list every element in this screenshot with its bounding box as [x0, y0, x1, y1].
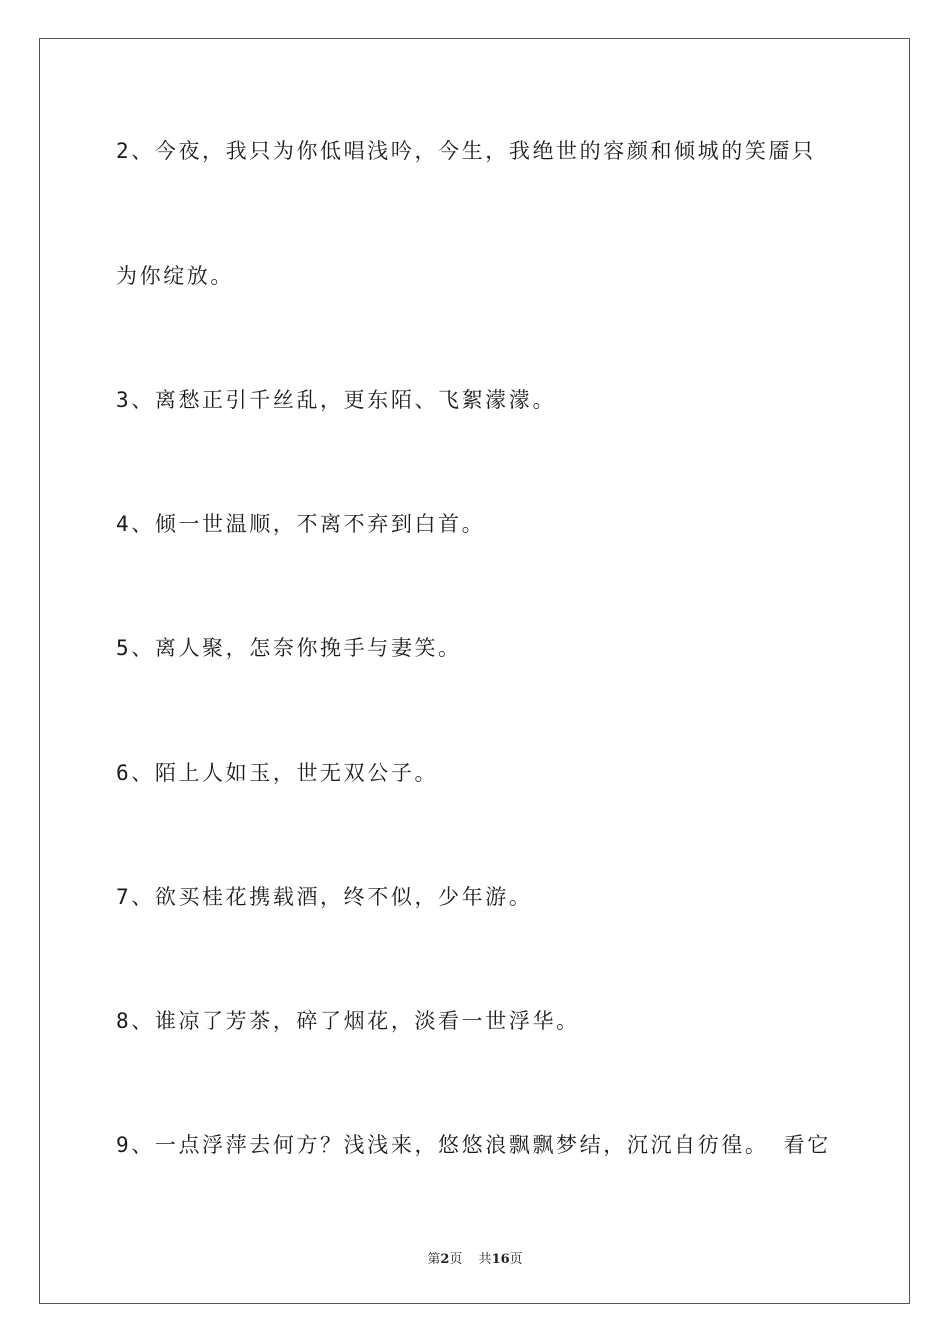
total-suffix: 页 [509, 1252, 523, 1267]
text-line-3: 3、离愁正引千丝乱，更东陌、飞絮濛濛。 [116, 388, 557, 412]
total-indicator [479, 1252, 523, 1267]
text-line-6: 6、陌上人如玉，世无双公子。 [116, 761, 439, 785]
text-line-7: 7、欲买桂花携载酒，终不似，少年游。 [116, 885, 533, 909]
text-line-8: 8、谁凉了芳茶，碎了烟花，淡看一世浮华。 [116, 1009, 580, 1033]
page-indicator [427, 1252, 462, 1267]
page-prefix: 第 [427, 1252, 441, 1267]
text-line-1: 2、今夜，我只为你低唱浅吟，今生，我绝世的容颜和倾城的笑靥只 [116, 139, 816, 163]
page-suffix: 页 [449, 1252, 463, 1267]
text-line-4: 4、倾一世温顺，不离不弃到白首。 [116, 512, 486, 536]
page-frame [39, 38, 910, 1304]
text-line-9: 9、一点浮萍去何方？浅浅来，悠悠浪飘飘梦结，沉沉自彷徨。 看它 [116, 1133, 831, 1157]
total-pages: 16 [491, 1252, 510, 1267]
text-line-2: 为你绽放。 [116, 264, 234, 288]
page-number: 2 [440, 1252, 450, 1267]
text-line-5: 5、离人聚，怎奈你挽手与妻笑。 [116, 636, 462, 660]
total-prefix: 共 [478, 1252, 492, 1267]
page-footer [0, 1248, 950, 1267]
